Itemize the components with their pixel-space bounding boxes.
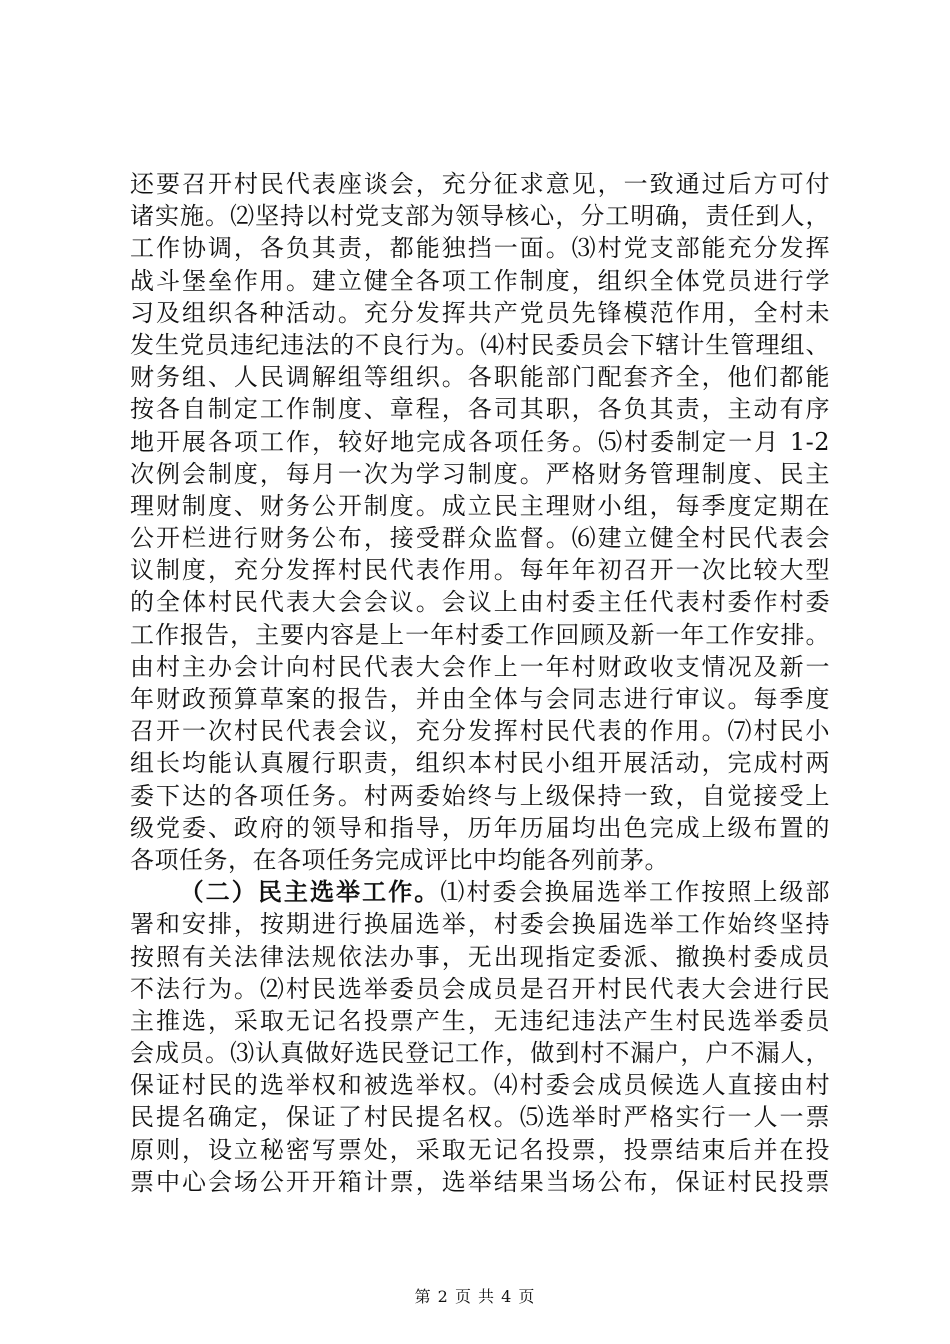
text-line: 战斗堡垒作用。建立健全各项工作制度，组织全体党员进行学 <box>130 266 830 295</box>
section-text: ⑴村委会换届选举工作按照上级部 <box>440 878 831 907</box>
text-line: 票中心会场公开开箱计票，选举结果当场公布，保证村民投票 <box>130 1167 830 1196</box>
text-line: 召开一次村民代表会议，充分发挥村民代表的作用。⑺村民小 <box>130 717 830 746</box>
text-line: 工作协调，各负其责，都能独挡一面。⑶村党支部能充分发挥 <box>130 234 830 263</box>
text-line: 次例会制度，每月一次为学习制度。严格财务管理制度、民主 <box>130 459 830 488</box>
text-line: 委下达的各项任务。村两委始终与上级保持一致，自觉接受上 <box>130 781 830 810</box>
text-line: 理财制度、财务公开制度。成立民主理财小组，每季度定期在 <box>130 491 830 520</box>
text-line: 发生党员违纪违法的不良行为。⑷村民委员会下辖计生管理组、 <box>130 330 830 359</box>
text-line: 按照有关法律法规依法办事，无出现指定委派、撤换村委成员 <box>130 942 830 971</box>
text-line: 主推选，采取无记名投票产生，无违纪违法产生村民选举委员 <box>130 1006 830 1035</box>
text-line: 议制度，充分发挥村民代表作用。每年年初召开一次比较大型 <box>130 556 830 585</box>
text-line: 诸实施。⑵坚持以村党支部为领导核心，分工明确，责任到人， <box>130 202 830 231</box>
text-line: 年财政预算草案的报告，并由全体与会同志进行审议。每季度 <box>130 685 830 713</box>
text-line: 不法行为。⑵村民选举委员会成员是召开村民代表大会进行民 <box>130 974 830 1003</box>
text-line: 署和安排，按期进行换届选举，村委会换届选举工作始终坚持 <box>130 910 830 939</box>
page-footer: 第 2 页 共 4 页 <box>414 1287 536 1306</box>
text-line: 财务组、人民调解组等组织。各职能部门配套齐全，他们都能 <box>130 363 830 392</box>
document-body <box>130 168 830 1198</box>
text-line: 按各自制定工作制度、章程，各司其职，各负其责，主动有序 <box>130 395 830 424</box>
section-heading-line <box>130 876 830 908</box>
text-line: 的全体村民代表大会会议。会议上由村委主任代表村委作村委 <box>130 588 830 617</box>
text-line: 还要召开村民代表座谈会，充分征求意见，一致通过后方可付 <box>130 170 830 198</box>
text-line: 原则，设立秘密写票处，采取无记名投票，投票结束后并在投 <box>130 1135 830 1164</box>
text-line: 习及组织各种活动。充分发挥共产党员先锋模范作用，全村未 <box>130 298 830 327</box>
section-heading: （二）民主选举工作。 <box>178 878 441 907</box>
text-line: 工作报告，主要内容是上一年村委工作回顾及新一年工作安排。 <box>130 620 830 649</box>
text-line: 民提名确定，保证了村民提名权。⑸选举时严格实行一人一票 <box>130 1103 830 1132</box>
text-line: 级党委、政府的领导和指导，历年历届均出色完成上级布置的 <box>130 813 830 842</box>
text-line: 保证村民的选举权和被选举权。⑷村委会成员候选人直接由村 <box>130 1071 830 1100</box>
text-line: 地开展各项工作，较好地完成各项任务。⑸村委制定一月 1-2 <box>130 427 830 456</box>
text-line: 公开栏进行财务公布，接受群众监督。⑹建立健全村民代表会 <box>130 524 830 553</box>
text-line: 由村主办会计向村民代表大会作上一年村财政收支情况及新一 <box>130 652 830 681</box>
text-line: 组长均能认真履行职责，组织本村民小组开展活动，完成村两 <box>130 749 830 778</box>
text-line: 会成员。⑶认真做好选民登记工作，做到村不漏户，户不漏人， <box>130 1039 830 1068</box>
text-line: 各项任务，在各项任务完成评比中均能各列前茅。 <box>130 845 669 874</box>
